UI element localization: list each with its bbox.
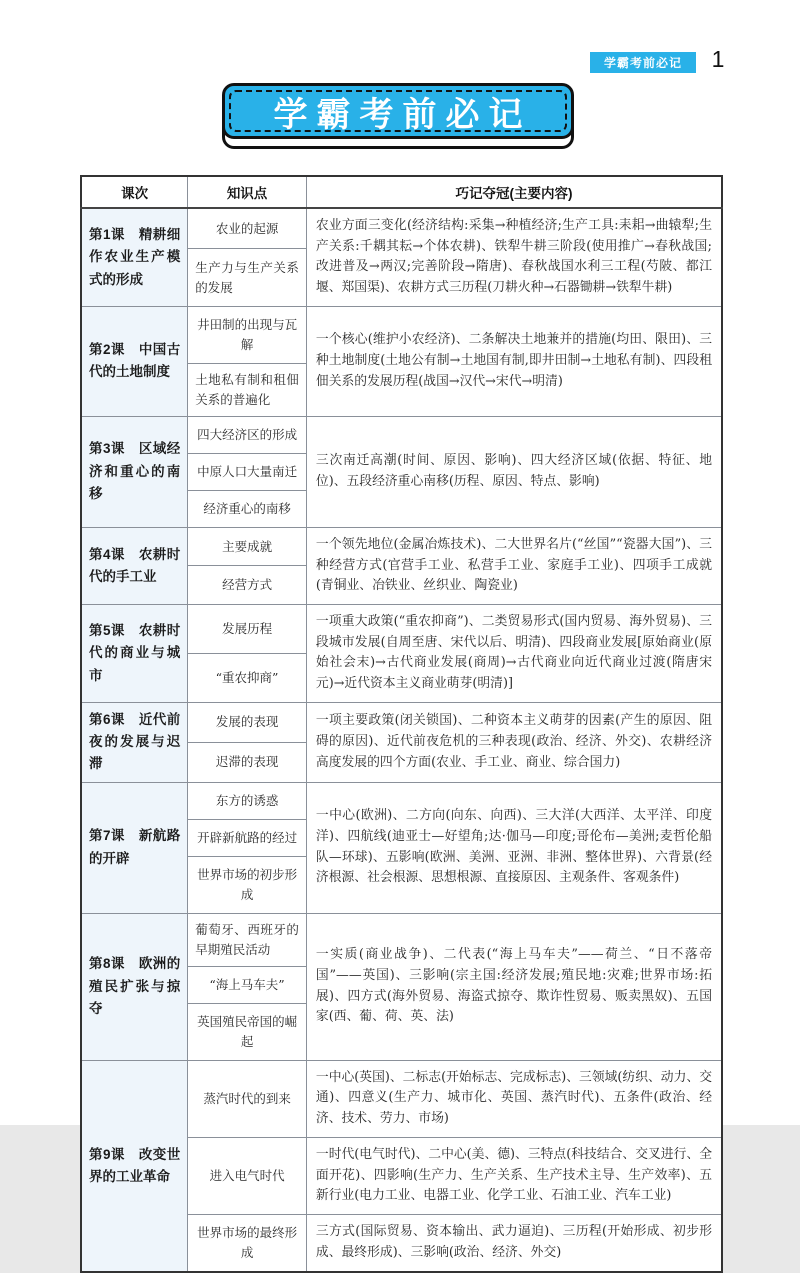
point-cell: 进入电气时代 (188, 1137, 307, 1214)
table-row (81, 605, 722, 654)
point-cell: 中原人口大量南迁 (188, 453, 307, 490)
point-cell: “重农抑商” (188, 653, 307, 702)
lesson-cell: 第7课 新航路的开辟 (81, 782, 188, 913)
point-cell: 农业的起源 (188, 208, 307, 249)
lesson-cell: 第2课 中国古代的土地制度 (81, 306, 188, 416)
point-cell: 土地私有制和租佃关系的普遍化 (188, 363, 307, 416)
table-row (81, 306, 722, 363)
table-row (81, 208, 722, 249)
content-cell: 一实质(商业战争)、二代表(“海上马车夫”——荷兰、“日不落帝国”——英国)、三影响(宗主国:经济发展;殖民地:灾难;世界市场:拓展)、四方式(海外贸易、海盗式掠夺、欺诈性贸易、贩卖黑奴)、五国家(西、葡、荷、英、法) (306, 913, 722, 1060)
point-cell: 四大经济区的形成 (188, 416, 307, 453)
page-header-badge-label: 学霸考前必记 (603, 56, 682, 70)
lesson-cell: 第1课 精耕细作农业生产模式的形成 (81, 208, 188, 306)
column-header-1: 知识点 (188, 176, 307, 208)
study-table-container (80, 175, 723, 1273)
point-cell: 主要成就 (188, 527, 307, 566)
point-cell: 发展历程 (188, 605, 307, 654)
page-number: 1 (711, 46, 725, 72)
point-cell: 世界市场的最终形成 (188, 1215, 307, 1273)
point-cell: 迟滞的表现 (188, 742, 307, 782)
title-plate-dashed-frame (229, 90, 567, 132)
point-cell: 发展的表现 (188, 702, 307, 742)
point-cell: 东方的诱惑 (188, 782, 307, 819)
content-cell: 一个领先地位(金属冶炼技术)、二大世界名片(“丝国”“瓷器大国”)、三种经营方式(官营手工业、私营手工业、家庭手工业)、四项手工成就(青铜业、冶铁业、丝织业、陶瓷业) (306, 527, 722, 604)
table-row (81, 1060, 722, 1137)
lesson-cell: 第6课 近代前夜的发展与迟滞 (81, 702, 188, 782)
title-plate-box (222, 83, 574, 139)
table-header-row (81, 176, 722, 208)
content-cell: 一时代(电气时代)、二中心(美、德)、三特点(科技结合、交叉进行、全面开花)、四影响(生产力、生产关系、生产技术主导、生产效率)、五新行业(电力工业、电器工业、化学工业、石油工业、汽车工业) (306, 1137, 722, 1214)
point-cell: 井田制的出现与瓦解 (188, 306, 307, 363)
table-row (81, 913, 722, 966)
point-cell: 世界市场的初步形成 (188, 856, 307, 913)
point-cell: 生产力与生产关系的发展 (188, 249, 307, 307)
content-cell: 三次南迁高潮(时间、原因、影响)、四大经济区域(依据、特征、地位)、五段经济重心南移(历程、原因、特点、影响) (306, 416, 722, 527)
page-title: 学霸考前必记 (273, 95, 532, 134)
table-row (81, 782, 722, 819)
study-table (80, 175, 723, 1273)
content-cell: 一中心(英国)、二标志(开始标志、完成标志)、三领域(纺织、动力、交通)、四意义(生产力、城市化、英国、蒸汽时代)、五条件(政治、经济、技术、劳力、市场) (306, 1060, 722, 1137)
point-cell: “海上马车夫” (188, 966, 307, 1003)
page-header-badge (590, 52, 696, 73)
lesson-cell: 第4课 农耕时代的手工业 (81, 527, 188, 604)
lesson-cell: 第8课 欧洲的殖民扩张与掠夺 (81, 913, 188, 1060)
content-cell: 一个核心(维护小农经济)、二条解决土地兼并的措施(均田、限田)、三种土地制度(土地公有制→土地国有制,即井田制→土地私有制)、四段租佃关系的发展历程(战国→汉代→宋代→明清) (306, 306, 722, 416)
point-cell: 经济重心的南移 (188, 490, 307, 527)
point-cell: 蒸汽时代的到来 (188, 1060, 307, 1137)
title-plate (222, 83, 574, 139)
lesson-cell: 第9课 改变世界的工业革命 (81, 1060, 188, 1272)
point-cell: 葡萄牙、西班牙的早期殖民活动 (188, 913, 307, 966)
content-cell: 农业方面三变化(经济结构:采集→种植经济;生产工具:耒耜→曲辕犁;生产关系:千耦其耘→个体农耕)、铁犁牛耕三阶段(使用推广→春秋战国;改进普及→两汉;完善阶段→隋唐)、春秋战国水利三工程(芍陂、都江堰、郑国渠)、农耕方式三历程(刀耕火种→石器锄耕→铁犁牛耕) (306, 208, 722, 306)
content-cell: 一项重大政策(“重农抑商”)、二类贸易形式(国内贸易、海外贸易)、三段城市发展(自周至唐、宋代以后、明清)、四段商业发展[原始商业(原始社会末)→古代商业发展(商周)→古代商业向近代商业过渡(隋唐宋元)→近代资本主义商业萌芽(明清)] (306, 605, 722, 703)
content-cell: 一项主要政策(闭关锁国)、二种资本主义萌芽的因素(产生的原因、阻碍的原因)、近代前夜危机的三种表现(政治、经济、外交)、农耕经济高度发展的四个方面(农业、手工业、商业、综合国力) (306, 702, 722, 782)
lesson-cell: 第5课 农耕时代的商业与城市 (81, 605, 188, 703)
content-cell: 三方式(国际贸易、资本输出、武力逼迫)、三历程(开始形成、初步形成、最终形成)、三影响(政治、经济、外交) (306, 1215, 722, 1273)
table-row (81, 527, 722, 566)
content-cell: 一中心(欧洲)、二方向(向东、向西)、三大洋(大西洋、太平洋、印度洋)、四航线(迪亚士—好望角;达·伽马—印度;哥伦布—美洲;麦哲伦船队—环球)、五影响(欧洲、美洲、亚洲、非洲、整体世界)、六背景(经济根源、社会根源、思想根源、直接原因、主观条件、客观条件) (306, 782, 722, 913)
lesson-cell: 第3课 区域经济和重心的南移 (81, 416, 188, 527)
column-header-0: 课次 (81, 176, 188, 208)
point-cell: 开辟新航路的经过 (188, 819, 307, 856)
point-cell: 英国殖民帝国的崛起 (188, 1003, 307, 1060)
table-row (81, 702, 722, 742)
table-row (81, 416, 722, 453)
point-cell: 经营方式 (188, 566, 307, 605)
column-header-2: 巧记夺冠(主要内容) (306, 176, 722, 208)
